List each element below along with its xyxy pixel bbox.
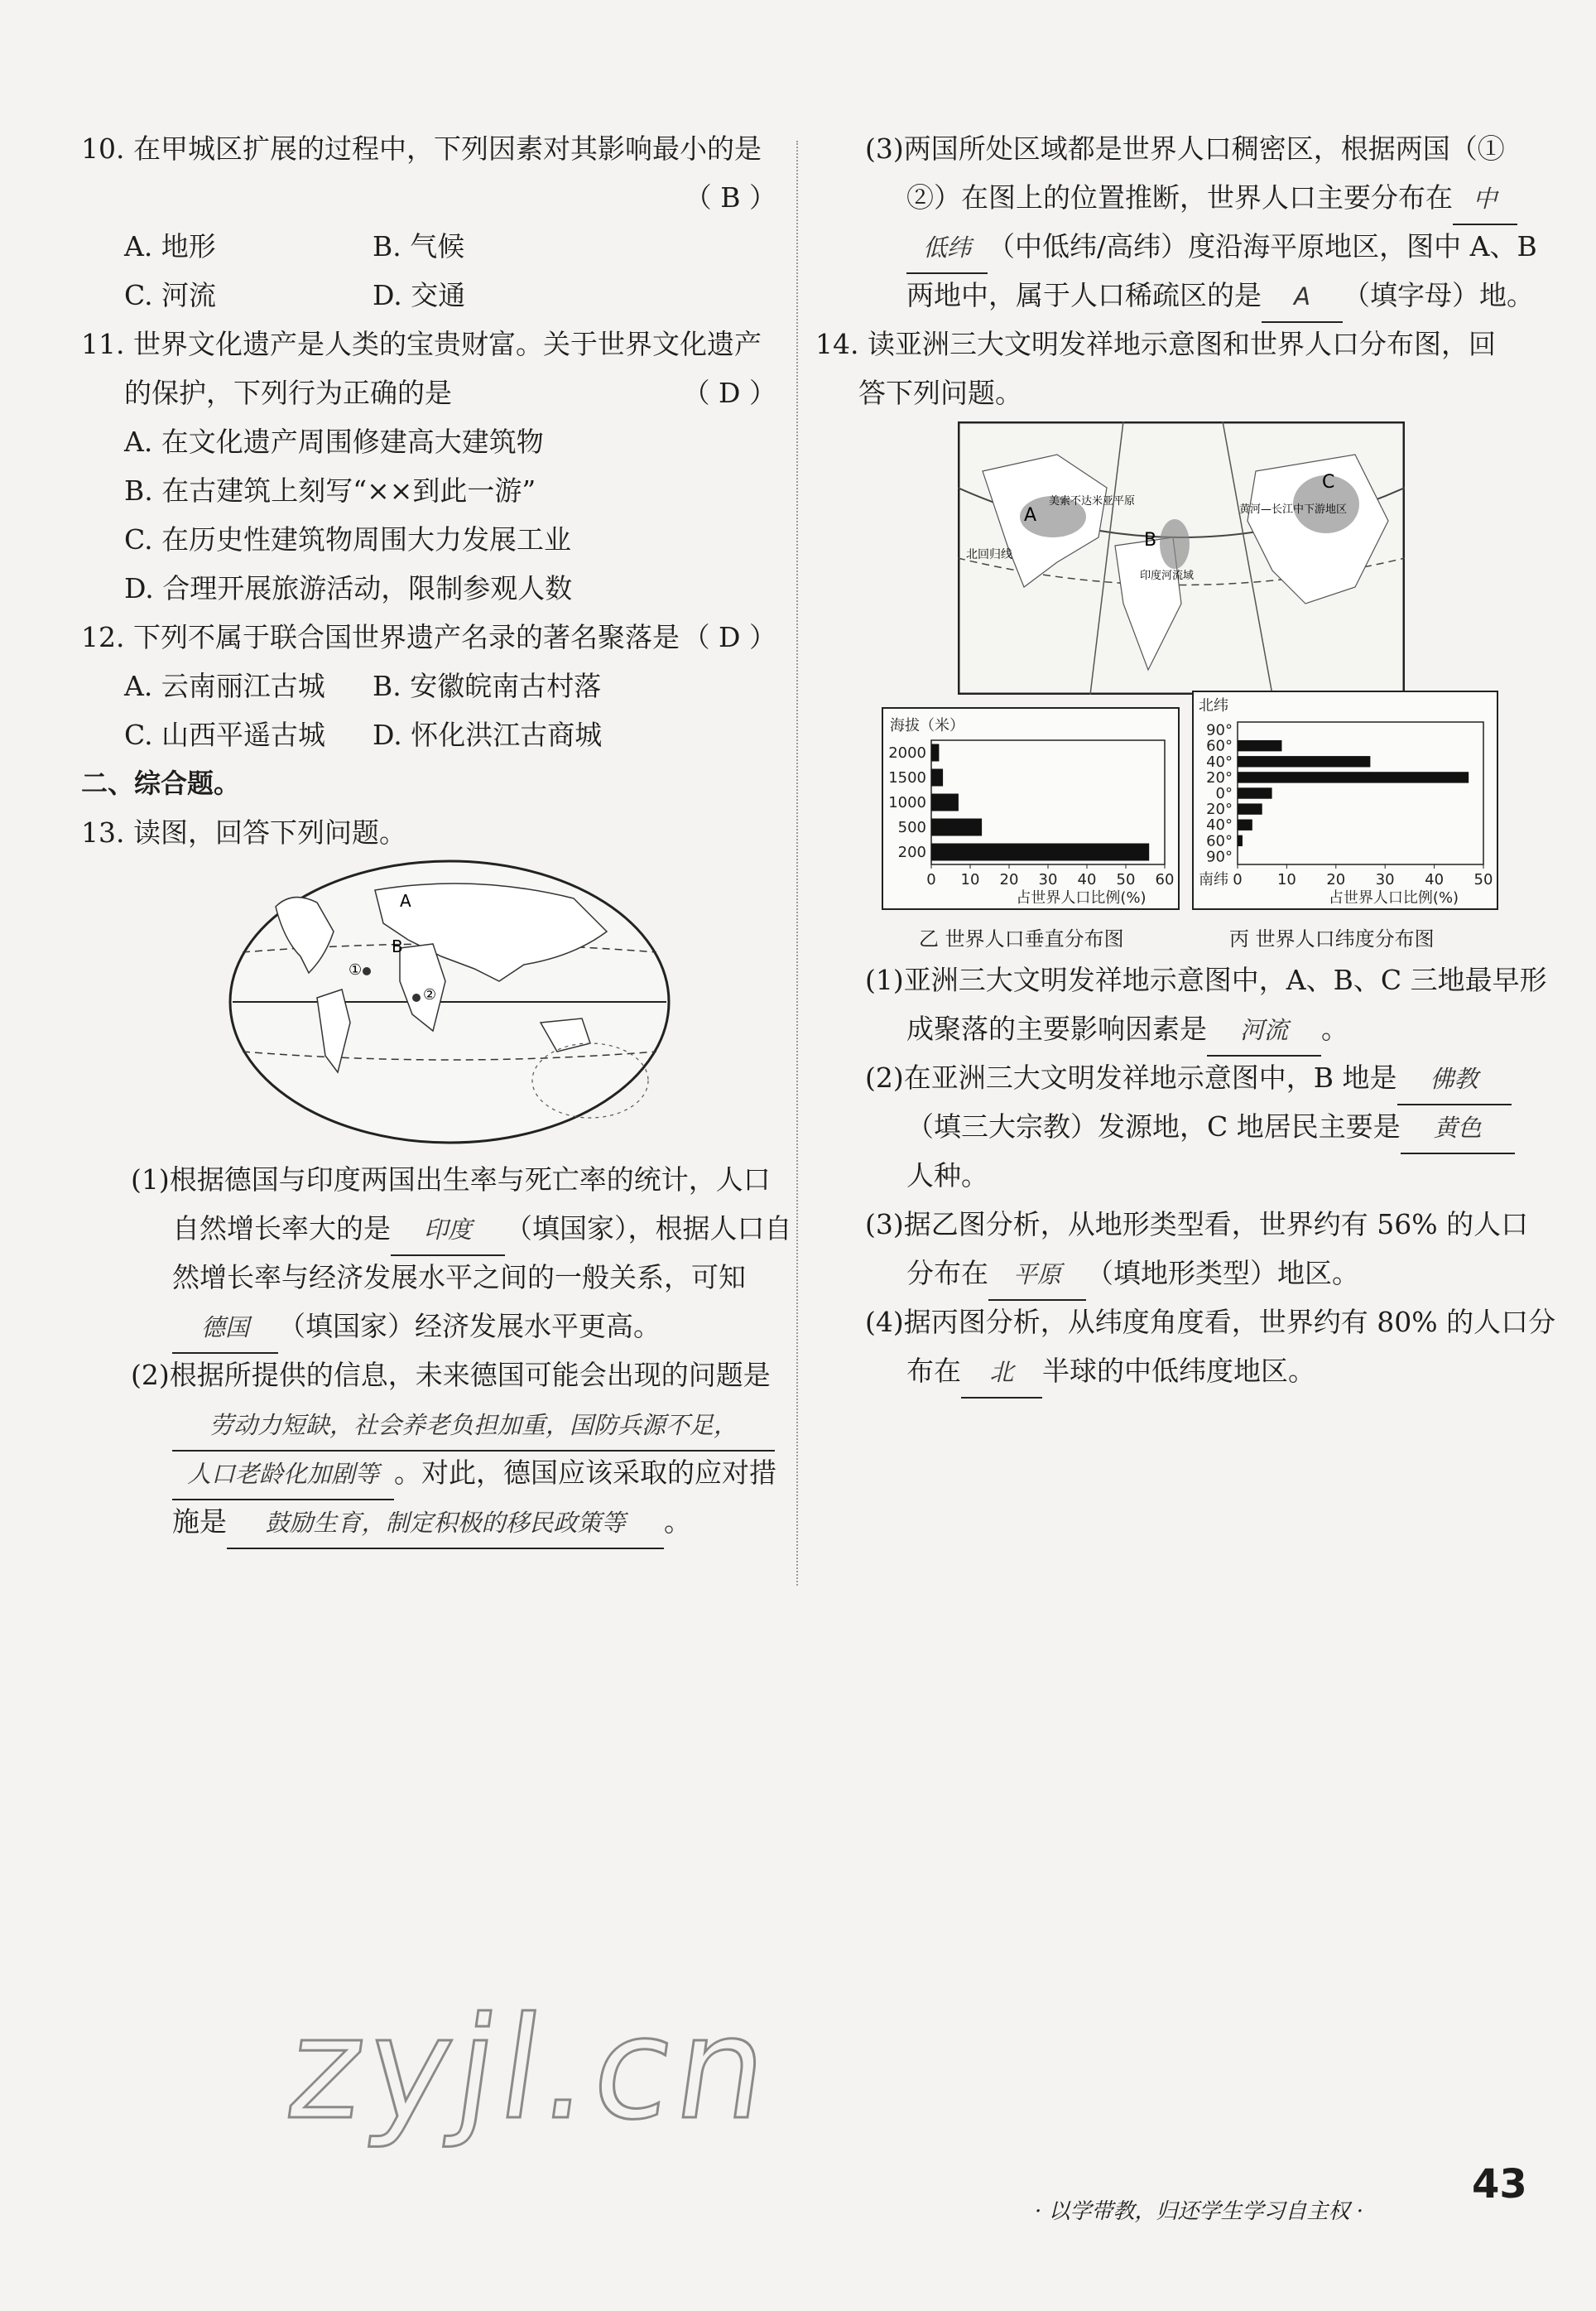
y-tick-label: 1500 — [888, 769, 926, 787]
y-tick-label: 40° — [1206, 753, 1233, 771]
q13-p2-answer1b: 人口老龄化加剧等 — [172, 1450, 394, 1500]
q10-answer-row — [81, 173, 776, 222]
y-tick-label: 90° — [1206, 848, 1233, 866]
q12-options-1 — [81, 662, 776, 710]
q10-option-a: A. 地形 — [124, 230, 216, 262]
x-tick-label: 50 — [1116, 871, 1136, 888]
q14-stem-2: 答下列问题。 — [858, 377, 1022, 409]
watermark-text: zyjl.cn — [278, 1987, 783, 2151]
q14-p4-answer: 北 — [961, 1348, 1042, 1399]
map-label-b: B — [392, 936, 403, 956]
chart1-caption: 乙 世界人口垂直分布图 — [919, 927, 1124, 951]
q13-p1-line3: 然增长率与经济发展水平之间的一般关系，可知 — [172, 1261, 746, 1293]
map-marker-1 — [363, 967, 371, 975]
y-tick-label: 1000 — [888, 794, 926, 811]
x-tick-label: 10 — [960, 871, 980, 888]
q13-stem: 13. 读图，回答下列问题。 — [81, 816, 406, 849]
q13-p1-line1: (1)根据德国与印度两国出生率与死亡率的统计，人口 — [131, 1163, 771, 1196]
bar-2 — [1238, 756, 1370, 767]
y-tick-label: 0° — [1215, 785, 1233, 802]
page-number: 43 — [1472, 2161, 1527, 2207]
y-axis-label-north: 北纬 — [1199, 697, 1228, 715]
bar-7 — [1238, 835, 1243, 846]
q13-map-container — [81, 857, 776, 1155]
q14-p1-line2: 成聚落的主要影响因素是 河流 。 — [815, 1004, 1515, 1053]
y-tick-label: 200 — [897, 844, 926, 861]
bar-5 — [1238, 803, 1262, 814]
world-map — [226, 857, 673, 1147]
q13-p2-line3: 人口老龄化加剧等 。对此，德国应该采取的应对措 — [81, 1448, 776, 1497]
q12-answer: （ D ） — [682, 621, 776, 653]
q12-option-d: D. 怀化洪江古商城 — [373, 719, 603, 751]
q10-answer: （ B ） — [684, 181, 776, 214]
q14-p3-line1: (3)据乙图分析，从地形类型看，世界约有 56% 的人口 — [865, 1208, 1529, 1240]
y-tick-label: 40° — [1206, 816, 1233, 835]
asia-map-tropic-label: 北回归线 — [966, 548, 1012, 561]
y-axis-label: 海拔（米） — [890, 717, 964, 734]
q14-p3-line2: 分布在 平原 （填地形类型）地区。 — [815, 1249, 1515, 1298]
footer-slogan: · 以学带教，归还学生学习自主权 · — [1035, 2199, 1364, 2224]
q11-option-b: B. 在古建筑上刻写“××到此一游” — [124, 474, 536, 507]
q14-p4-line2: 布在 北 半球的中低纬度地区。 — [815, 1346, 1515, 1395]
map-label-2: ② — [423, 986, 437, 1004]
asia-map-text-a: 美索不达米亚平原 — [1049, 495, 1136, 508]
q13-p3-line1: (3)两国所处区域都是世界人口稠密区，根据两国（① — [865, 132, 1505, 165]
y-tick-label: 60° — [1206, 832, 1233, 850]
x-axis-label: 占世界人口比例(%) — [1016, 889, 1147, 907]
q13-p3-line2: ②）在图上的位置推断，世界人口主要分布在 中 — [815, 173, 1515, 222]
q13-p3-line4: 两地中，属于人口稀疏区的是 A （填字母）地。 — [815, 271, 1515, 320]
column-divider — [796, 141, 798, 1586]
q14-charts-container — [815, 697, 1515, 956]
bar-4 — [1238, 787, 1272, 798]
x-tick-label: 0 — [1233, 871, 1243, 888]
q14-p2-answer2: 黄色 — [1401, 1104, 1515, 1154]
map-label-1: ① — [349, 961, 363, 979]
x-tick-label: 20 — [1326, 871, 1346, 888]
y-axis-label-south: 南纬 — [1199, 871, 1228, 888]
q10-option-d: D. 交通 — [373, 279, 466, 311]
q13-p1-answer1: 印度 — [391, 1206, 505, 1256]
q14-p2-line2: （填三大宗教）发源地，C 地居民主要是 黄色 — [815, 1102, 1515, 1151]
bar-2 — [931, 794, 959, 811]
q12-option-b: B. 安徽皖南古村落 — [373, 670, 602, 702]
q10-stem: 10. 在甲城区扩展的过程中，下列因素对其影响最小的是 — [81, 132, 762, 165]
x-tick-label: 40 — [1425, 871, 1445, 888]
q12-option-c: C. 山西平遥古城 — [124, 719, 326, 751]
q14-p1-line1: (1)亚洲三大文明发祥地示意图中，A、B、C 三地最早形 — [865, 964, 1547, 996]
asia-map-label-b: B — [1144, 530, 1157, 551]
q12-stem: 12. 下列不属于联合国世界遗产名录的著名聚落是 （ D ） — [81, 613, 776, 662]
q14-p3-answer: 平原 — [988, 1250, 1086, 1301]
y-tick-label: 2000 — [888, 744, 926, 762]
q14-p2-answer1: 佛教 — [1397, 1055, 1512, 1105]
q10-options-2 — [81, 271, 776, 320]
chart2-caption: 丙 世界人口纬度分布图 — [1229, 927, 1435, 951]
q11-answer: （ D ） — [682, 377, 776, 409]
q14-p1-answer: 河流 — [1207, 1006, 1321, 1057]
q12-option-a: A. 云南丽江古城 — [124, 670, 325, 702]
asia-map-text-b: 印度河流域 — [1140, 570, 1195, 582]
x-axis-label: 占世界人口比例(%) — [1328, 889, 1459, 907]
chart-latitude-distribution — [1192, 691, 1498, 910]
q13-p1-line2: 自然增长率大的是 印度 （填国家），根据人口自 — [81, 1204, 776, 1253]
q13-p3-answer1a: 中 — [1453, 175, 1517, 225]
bar-0 — [931, 744, 939, 762]
x-tick-label: 30 — [1375, 871, 1395, 888]
bar-1 — [931, 769, 943, 787]
x-tick-label: 30 — [1038, 871, 1058, 888]
asia-civilization-map — [958, 421, 1405, 695]
bar-3 — [1238, 772, 1469, 782]
q10-option-b: B. 气候 — [373, 230, 465, 262]
q13-p2-line1: (2)根据所提供的信息，未来德国可能会出现的问题是 — [131, 1359, 771, 1391]
q14-map-container — [815, 417, 1515, 707]
y-tick-label: 20° — [1206, 768, 1233, 787]
q13-p3-answer2: A — [1262, 272, 1343, 323]
q12-options-2 — [81, 710, 776, 759]
q10-option-c: C. 河流 — [124, 279, 217, 311]
map-marker-2 — [412, 994, 421, 1002]
q13-p2-line2 — [81, 1399, 776, 1448]
left-column — [81, 124, 792, 1546]
q13-p2-answer1a: 劳动力短缺，社会养老负担加重，国防兵源不足， — [172, 1401, 775, 1452]
q11-option-c: C. 在历史性建筑物周围大力发展工业 — [124, 523, 572, 556]
bar-3 — [931, 819, 982, 836]
q11-option-d: D. 合理开展旅游活动，限制参观人数 — [124, 572, 573, 604]
x-tick-label: 10 — [1276, 871, 1296, 888]
q14-p4-line1: (4)据丙图分析，从纬度角度看，世界约有 80% 的人口分 — [865, 1306, 1556, 1338]
x-tick-label: 40 — [1077, 871, 1097, 888]
q14-stem-1: 14. 读亚洲三大文明发祥地示意图和世界人口分布图，回 — [815, 328, 1496, 360]
q13-p3-line3: 低纬 （中低纬/高纬）度沿海平原地区，图中 A、B — [815, 222, 1515, 271]
q13-p1-line4: 德国 （填国家）经济发展水平更高。 — [81, 1302, 776, 1350]
bar-1 — [1238, 740, 1281, 751]
q13-p2-line4: 施是 鼓励生育，制定积极的移民政策等 。 — [81, 1497, 776, 1546]
right-column — [815, 124, 1556, 1395]
y-tick-label: 20° — [1206, 801, 1233, 819]
q10-options-1 — [81, 222, 776, 271]
asia-map-label-c: C — [1322, 472, 1335, 493]
x-tick-label: 20 — [999, 871, 1019, 888]
section-2-heading: 二、综合题。 — [81, 768, 241, 799]
q14-p2-line3: 人种。 — [906, 1159, 988, 1192]
x-tick-label: 60 — [1155, 871, 1175, 888]
q13-p3-answer1b: 低纬 — [906, 224, 988, 274]
q14-p2-line1: (2)在亚洲三大文明发祥地示意图中，B 地是 佛教 — [815, 1053, 1515, 1102]
q13-p1-answer2: 德国 — [172, 1303, 278, 1354]
map-label-a: A — [400, 891, 411, 911]
chart-vertical-distribution — [882, 707, 1180, 910]
q11-stem-1: 11. 世界文化遗产是人类的宝贵财富。关于世界文化遗产 — [81, 328, 762, 360]
y-tick-label: 60° — [1206, 737, 1233, 755]
bar-6 — [1238, 820, 1252, 831]
bar-4 — [931, 844, 1149, 861]
x-tick-label: 50 — [1473, 871, 1493, 888]
y-tick-label: 90° — [1206, 721, 1233, 739]
q11-stem-2: 的保护，下列行为正确的是 （ D ） — [81, 368, 776, 417]
q13-p2-answer2: 鼓励生育，制定积极的移民政策等 — [227, 1499, 664, 1549]
asia-map-text-c: 黄河—长江中下游地区 — [1239, 503, 1348, 516]
x-tick-label: 0 — [926, 871, 936, 888]
y-tick-label: 500 — [897, 819, 926, 836]
q11-option-a: A. 在文化遗产周围修建高大建筑物 — [124, 426, 544, 458]
asia-map-label-a: A — [1024, 505, 1037, 526]
